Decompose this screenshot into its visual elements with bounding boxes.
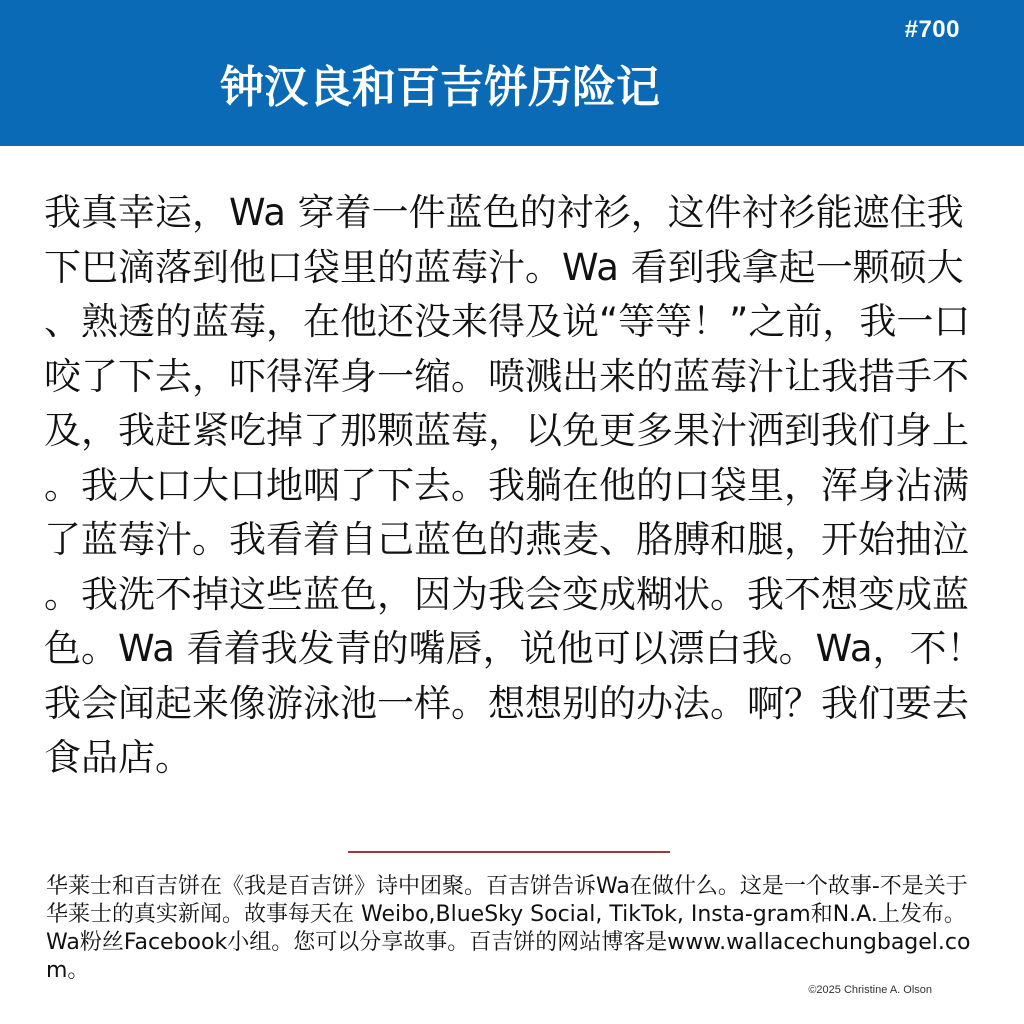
header-banner [0,0,1024,146]
page-title: 钟汉良和百吉饼历险记 [220,62,660,113]
issue-number: #700 [904,16,960,43]
copyright-notice: ©2025 Christine A. Olson [808,984,932,996]
footer-note: 华莱士和百吉饼在《我是百吉饼》诗中团聚。百吉饼告诉Wa在做什么。这是一个故事-不是关于华莱士的真实新闻。故事每天在 Weibo,BlueSky Social, TikTok, Insta-gram和N.A.上发布。Wa粉丝Facebook小组。您可以分享故事。百吉饼的网站博客是www.wallacechungbagel.com。 [46,874,971,983]
section-divider [348,851,670,853]
story-text: 我真幸运，Wa 穿着一件蓝色的衬衫，这件衬衫能遮住我下巴滴落到他口袋里的蓝莓汁。Wa 看到我拿起一颗硕大、熟透的蓝莓，在他还没来得及说“等等！”之前，我一口咬了下去，吓得浑身一缩。喷溅出来的蓝莓汁让我措手不及，我赶紧吃掉了那颗蓝莓，以免更多果汁洒到我们身上。我大口大口地咽了下去。我躺在他的口袋里，浑身沾满了蓝莓汁。我看着自己蓝色的燕麦、胳膊和腿，开始抽泣。我洗不掉这些蓝色，因为我会变成糊状。我不想变成蓝色。Wa 看着我发青的嘴唇，说他可以漂白我。Wa，不！我会闻起来像游泳池一样。想想别的办法。啊？我们要去食品店。 [44,191,984,779]
